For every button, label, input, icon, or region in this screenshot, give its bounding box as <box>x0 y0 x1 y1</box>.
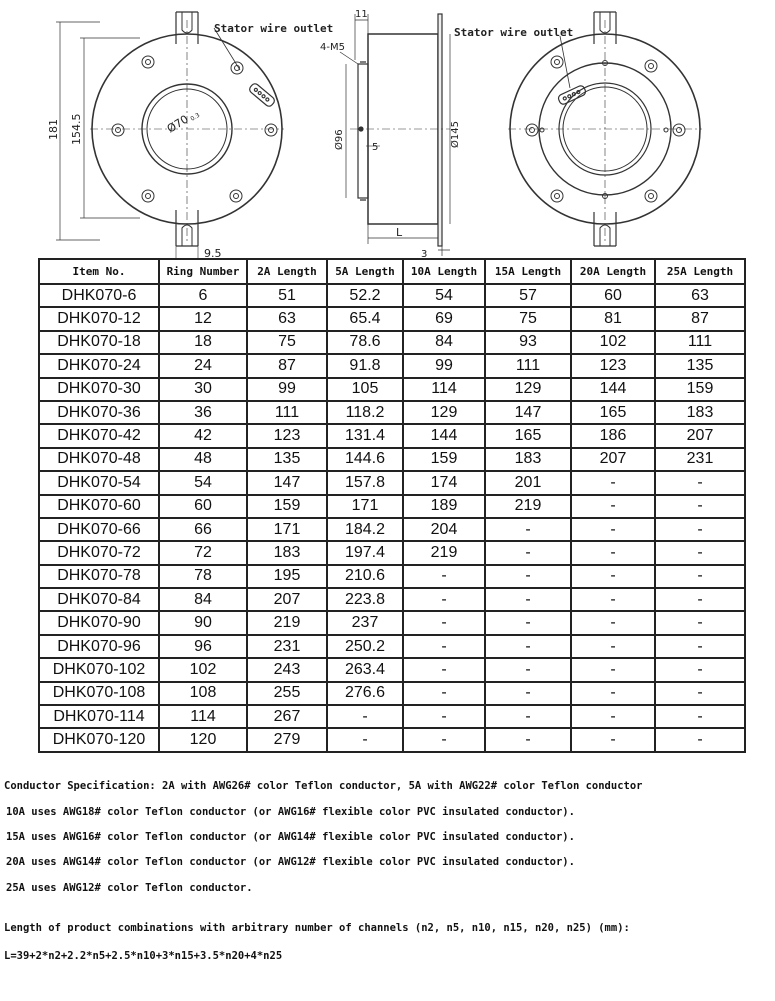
table-cell: 157.8 <box>327 471 403 494</box>
table-cell: 63 <box>655 284 745 307</box>
table-cell: 111 <box>485 354 571 377</box>
table-cell: - <box>403 705 485 728</box>
table-cell: 60 <box>159 495 247 518</box>
table-cell: - <box>655 495 745 518</box>
table-cell: - <box>485 728 571 751</box>
table-cell: 48 <box>159 448 247 471</box>
dim-11-label: 11 <box>355 9 368 20</box>
table-row <box>39 565 745 588</box>
table-cell: 111 <box>247 401 327 424</box>
table-cell: DHK070-18 <box>39 331 159 354</box>
table-cell: - <box>571 705 655 728</box>
table-cell: 91.8 <box>327 354 403 377</box>
table-cell: 69 <box>403 307 485 330</box>
table-cell: 267 <box>247 705 327 728</box>
table-row <box>39 307 745 330</box>
table-cell: 108 <box>159 682 247 705</box>
table-cell: 114 <box>159 705 247 728</box>
table-cell: 195 <box>247 565 327 588</box>
column-header: 5A Length <box>327 259 403 284</box>
table-row <box>39 541 745 564</box>
table-cell: DHK070-42 <box>39 424 159 447</box>
table-cell: 81 <box>571 307 655 330</box>
table-cell: 42 <box>159 424 247 447</box>
table-row <box>39 424 745 447</box>
table-cell: 105 <box>327 378 403 401</box>
specification-table <box>38 258 746 753</box>
table-cell: - <box>571 495 655 518</box>
dim-96-label: Ø96 <box>334 129 345 150</box>
table-cell: 6 <box>159 284 247 307</box>
table-row <box>39 495 745 518</box>
table-cell: 183 <box>485 448 571 471</box>
side-view <box>340 14 450 256</box>
conductor-spec-line-4: 20A uses AWG14# color Teflon conductor (or AWG12# flexible color PVC insulated conductor). <box>6 856 575 868</box>
table-row <box>39 284 745 307</box>
table-cell: DHK070-96 <box>39 635 159 658</box>
table-row <box>39 705 745 728</box>
table-cell: 123 <box>571 354 655 377</box>
table-cell: - <box>655 635 745 658</box>
table-cell: 276.6 <box>327 682 403 705</box>
table-cell: - <box>485 588 571 611</box>
table-cell: - <box>403 588 485 611</box>
table-row <box>39 354 745 377</box>
table-cell: 129 <box>485 378 571 401</box>
column-header: 20A Length <box>571 259 655 284</box>
table-cell: - <box>655 471 745 494</box>
length-formula-title: Length of product combinations with arbitrary number of channels (n2, n5, n10, n15, n20, n25) (mm): <box>4 922 630 934</box>
table-cell: 189 <box>403 495 485 518</box>
table-cell: DHK070-102 <box>39 658 159 681</box>
table-cell: - <box>571 518 655 541</box>
table-cell: 135 <box>655 354 745 377</box>
table-row <box>39 588 745 611</box>
table-cell: - <box>403 682 485 705</box>
right-outlet-label: Stator wire outlet <box>454 26 574 39</box>
table-cell: 123 <box>247 424 327 447</box>
table-cell: 135 <box>247 448 327 471</box>
table-cell: - <box>655 728 745 751</box>
table-cell: - <box>655 565 745 588</box>
column-header: 2A Length <box>247 259 327 284</box>
table-cell: - <box>655 541 745 564</box>
table-cell: 197.4 <box>327 541 403 564</box>
table-row <box>39 658 745 681</box>
table-cell: 207 <box>247 588 327 611</box>
table-cell: 144 <box>571 378 655 401</box>
table-cell: 223.8 <box>327 588 403 611</box>
table-cell: 204 <box>403 518 485 541</box>
table-cell: - <box>485 705 571 728</box>
table-cell: 102 <box>159 658 247 681</box>
column-header: 15A Length <box>485 259 571 284</box>
table-cell: 219 <box>403 541 485 564</box>
table-cell: 99 <box>403 354 485 377</box>
table-cell: 118.2 <box>327 401 403 424</box>
table-cell: 111 <box>655 331 745 354</box>
table-cell: 129 <box>403 401 485 424</box>
table-cell: - <box>403 635 485 658</box>
table-row <box>39 518 745 541</box>
table-cell: 237 <box>327 611 403 634</box>
table-cell: 12 <box>159 307 247 330</box>
table-cell: DHK070-48 <box>39 448 159 471</box>
table-cell: - <box>655 518 745 541</box>
table-cell: - <box>571 471 655 494</box>
table-cell: DHK070-54 <box>39 471 159 494</box>
table-cell: 147 <box>485 401 571 424</box>
table-cell: 279 <box>247 728 327 751</box>
table-row <box>39 448 745 471</box>
table-cell: 210.6 <box>327 565 403 588</box>
table-cell: DHK070-36 <box>39 401 159 424</box>
table-cell: - <box>485 611 571 634</box>
technical-drawing <box>0 0 775 258</box>
table-cell: DHK070-66 <box>39 518 159 541</box>
table-cell: - <box>403 728 485 751</box>
table-row <box>39 635 745 658</box>
dim-L-label: L <box>396 226 403 239</box>
table-cell: 231 <box>247 635 327 658</box>
table-cell: - <box>327 728 403 751</box>
table-cell: 30 <box>159 378 247 401</box>
table-cell: - <box>485 518 571 541</box>
table-cell: DHK070-78 <box>39 565 159 588</box>
table-row <box>39 611 745 634</box>
table-cell: 24 <box>159 354 247 377</box>
table-cell: 186 <box>571 424 655 447</box>
table-cell: 174 <box>403 471 485 494</box>
table-cell: 159 <box>247 495 327 518</box>
table-cell: 65.4 <box>327 307 403 330</box>
table-cell: - <box>655 705 745 728</box>
column-header: 25A Length <box>655 259 745 284</box>
table-cell: - <box>485 565 571 588</box>
dim-9-5-label: 9.5 <box>204 247 222 258</box>
table-cell: 165 <box>571 401 655 424</box>
length-formula: L=39+2*n2+2.2*n5+2.5*n10+3*n15+3.5*n20+4*n25 <box>4 950 283 962</box>
left-outlet-label: Stator wire outlet <box>214 22 334 35</box>
table-cell: 63 <box>247 307 327 330</box>
table-cell: - <box>571 611 655 634</box>
table-cell: 84 <box>403 331 485 354</box>
table-cell: 99 <box>247 378 327 401</box>
conductor-spec-line-2: 10A uses AWG18# color Teflon conductor (or AWG16# flexible color PVC insulated conductor). <box>6 806 575 818</box>
table-cell: - <box>485 658 571 681</box>
table-cell: - <box>485 541 571 564</box>
table-cell: DHK070-90 <box>39 611 159 634</box>
table-cell: 144 <box>403 424 485 447</box>
table-cell: DHK070-84 <box>39 588 159 611</box>
table-cell: DHK070-24 <box>39 354 159 377</box>
table-cell: - <box>403 565 485 588</box>
table-cell: - <box>571 588 655 611</box>
table-cell: 165 <box>485 424 571 447</box>
rear-view <box>508 12 702 246</box>
table-cell: - <box>655 658 745 681</box>
table-cell: 60 <box>571 284 655 307</box>
table-cell: 184.2 <box>327 518 403 541</box>
table-cell: - <box>327 705 403 728</box>
table-cell: 96 <box>159 635 247 658</box>
table-cell: 231 <box>655 448 745 471</box>
table-cell: DHK070-12 <box>39 307 159 330</box>
column-header: Item No. <box>39 259 159 284</box>
table-cell: 159 <box>403 448 485 471</box>
table-cell: 72 <box>159 541 247 564</box>
conductor-spec-line-5: 25A uses AWG12# color Teflon conductor. <box>6 882 253 894</box>
table-cell: 263.4 <box>327 658 403 681</box>
table-body <box>39 284 745 752</box>
dim-154-label: 154.5 <box>70 113 83 145</box>
table-cell: 219 <box>247 611 327 634</box>
table-cell: 207 <box>655 424 745 447</box>
table-cell: 131.4 <box>327 424 403 447</box>
table-cell: 171 <box>327 495 403 518</box>
table-cell: 114 <box>403 378 485 401</box>
conductor-spec-line-1: Conductor Specification: 2A with AWG26# color Teflon conductor, 5A with AWG22# color Teflon conductor <box>4 780 643 792</box>
table-cell: DHK070-72 <box>39 541 159 564</box>
table-cell: 54 <box>403 284 485 307</box>
table-cell: DHK070-120 <box>39 728 159 751</box>
dim-4m5-label: 4-M5 <box>320 42 345 53</box>
table-header-row <box>39 259 745 284</box>
table-cell: DHK070-108 <box>39 682 159 705</box>
table-cell: 183 <box>247 541 327 564</box>
table-cell: DHK070-6 <box>39 284 159 307</box>
table-cell: 84 <box>159 588 247 611</box>
column-header: 10A Length <box>403 259 485 284</box>
table-cell: 87 <box>655 307 745 330</box>
table-row <box>39 331 745 354</box>
table-cell: 93 <box>485 331 571 354</box>
dim-5-label: 5 <box>372 142 379 153</box>
table-cell: 250.2 <box>327 635 403 658</box>
table-cell: - <box>571 658 655 681</box>
front-view <box>56 12 284 258</box>
table-cell: 219 <box>485 495 571 518</box>
dim-145-label: Ø145 <box>450 121 461 148</box>
table-cell: 78 <box>159 565 247 588</box>
table-cell: - <box>571 541 655 564</box>
table-cell: - <box>485 635 571 658</box>
table-cell: 75 <box>485 307 571 330</box>
table-row <box>39 401 745 424</box>
table-cell: 243 <box>247 658 327 681</box>
table-cell: DHK070-30 <box>39 378 159 401</box>
table-cell: 147 <box>247 471 327 494</box>
table-cell: - <box>571 635 655 658</box>
table-cell: - <box>655 611 745 634</box>
table-row <box>39 378 745 401</box>
table-cell: 120 <box>159 728 247 751</box>
table-cell: 207 <box>571 448 655 471</box>
table-cell: - <box>655 682 745 705</box>
table-cell: 90 <box>159 611 247 634</box>
conductor-spec-line-3: 15A uses AWG16# color Teflon conductor (or AWG14# flexible color PVC insulated conductor). <box>6 831 575 843</box>
table-row <box>39 471 745 494</box>
dim-bore-tolerance: 0.3 <box>189 111 202 123</box>
table-cell: 183 <box>655 401 745 424</box>
table-cell: DHK070-114 <box>39 705 159 728</box>
table-cell: - <box>655 588 745 611</box>
table-cell: 171 <box>247 518 327 541</box>
table-cell: - <box>571 565 655 588</box>
table-cell: 78.6 <box>327 331 403 354</box>
table-cell: 51 <box>247 284 327 307</box>
table-cell: 57 <box>485 284 571 307</box>
table-cell: 52.2 <box>327 284 403 307</box>
table-cell: 75 <box>247 331 327 354</box>
table-cell: - <box>403 611 485 634</box>
table-cell: 102 <box>571 331 655 354</box>
table-cell: - <box>571 682 655 705</box>
table-cell: 36 <box>159 401 247 424</box>
table-cell: 18 <box>159 331 247 354</box>
table-cell: - <box>571 728 655 751</box>
dim-3-label: 3 <box>421 249 428 258</box>
table-cell: DHK070-60 <box>39 495 159 518</box>
table-row <box>39 682 745 705</box>
table-row <box>39 728 745 751</box>
table-cell: - <box>403 658 485 681</box>
dim-181-label: 181 <box>47 119 60 140</box>
table-cell: 255 <box>247 682 327 705</box>
column-header: Ring Number <box>159 259 247 284</box>
table-cell: 66 <box>159 518 247 541</box>
dim-bore-label: Ø70 <box>164 112 191 136</box>
table-cell: 87 <box>247 354 327 377</box>
table-cell: 201 <box>485 471 571 494</box>
table-cell: - <box>485 682 571 705</box>
table-cell: 144.6 <box>327 448 403 471</box>
table-cell: 54 <box>159 471 247 494</box>
table-cell: 159 <box>655 378 745 401</box>
